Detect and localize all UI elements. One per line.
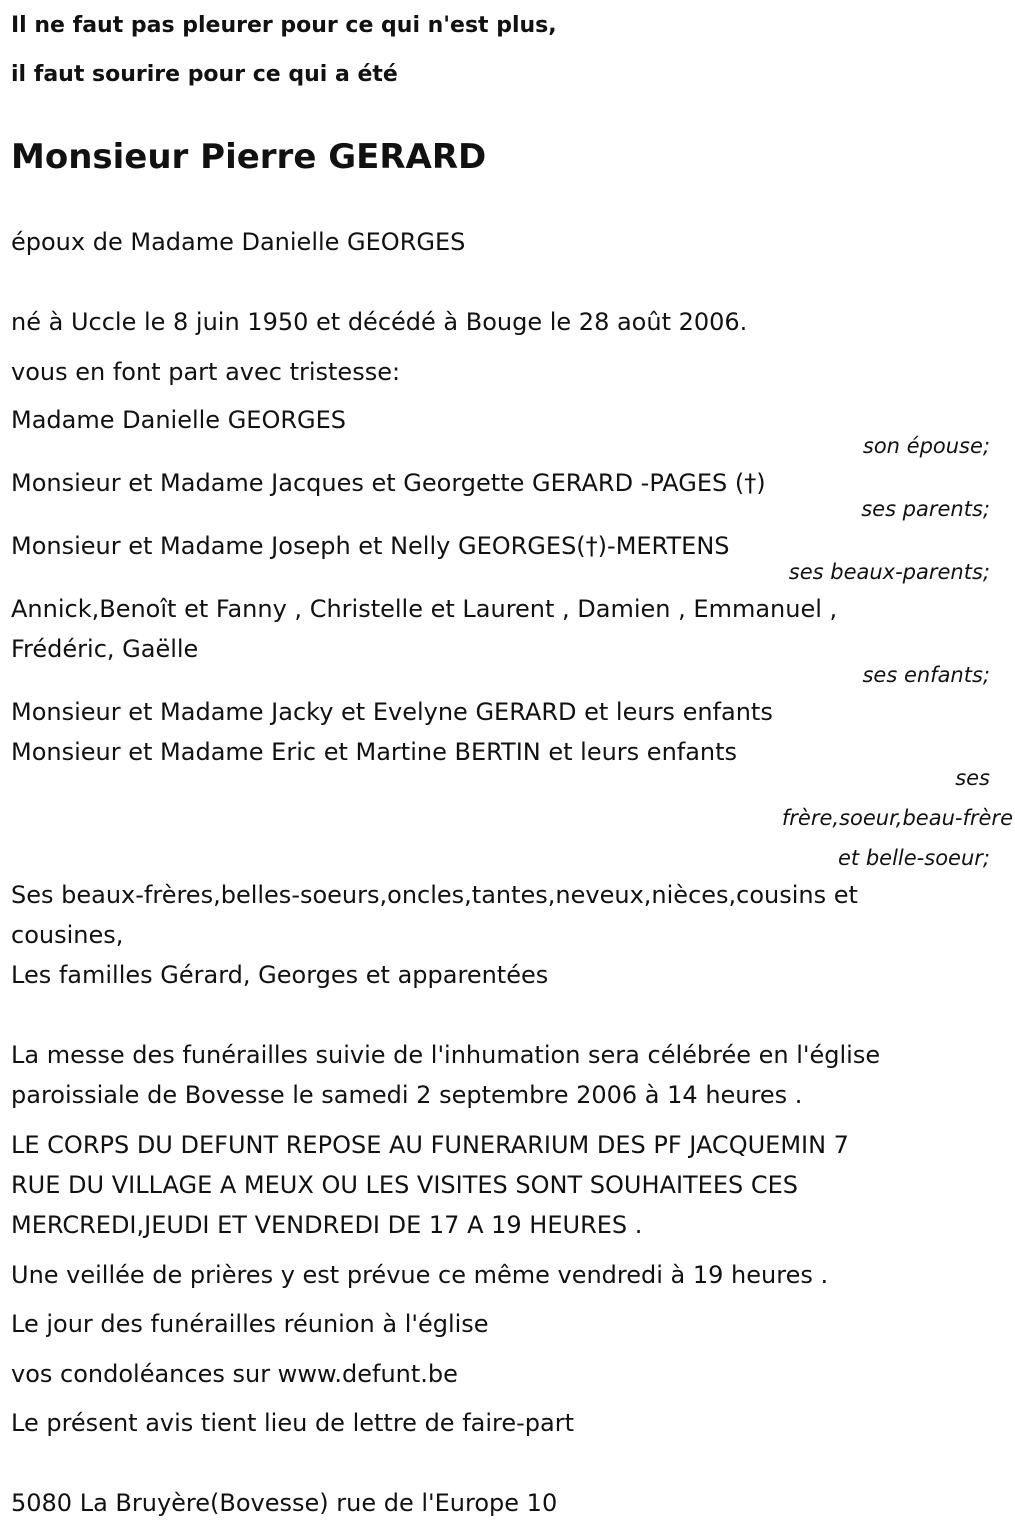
family-siblings-names-1: Monsieur et Madame Jacky et Evelyne GERARD et leurs enfants <box>11 698 773 726</box>
extended-family-line-1: Ses beaux-frères,belles-soeurs,oncles,tantes,neveux,nièces,cousins et <box>11 881 858 909</box>
family-inlaws-role: ses beaux-parents; <box>788 560 990 584</box>
vigil-line: Une veillée de prières y est prévue ce même vendredi à 19 heures . <box>11 1261 829 1289</box>
mass-line-1: La messe des funérailles suivie de l'inhumation sera célébrée en l'église <box>11 1041 881 1069</box>
family-children-names-1: Annick,Benoît et Fanny , Christelle et Laurent , Damien , Emmanuel , <box>11 595 838 623</box>
family-spouse-names: Madame Danielle GEORGES <box>11 406 347 434</box>
family-siblings-role-1: ses <box>955 766 990 790</box>
condolences-line: vos condoléances sur www.defunt.be <box>11 1360 458 1388</box>
funerarium-line-1: LE CORPS DU DEFUNT REPOSE AU FUNERARIUM DES PF JACQUEMIN 7 <box>11 1131 849 1159</box>
announce-line: vous en font part avec tristesse: <box>11 358 401 386</box>
family-children-names-2: Frédéric, Gaëlle <box>11 635 199 663</box>
meeting-line: Le jour des funérailles réunion à l'église <box>11 1310 489 1338</box>
funerarium-line-3: MERCREDI,JEUDI ET VENDREDI DE 17 A 19 HEURES . <box>11 1211 643 1239</box>
family-siblings-role-3: et belle-soeur; <box>838 846 990 870</box>
funerarium-line-2: RUE DU VILLAGE A MEUX OU LES VISITES SONT SOUHAITEES CES <box>11 1171 799 1199</box>
quote-line-1: Il ne faut pas pleurer pour ce qui n'est plus, <box>11 13 557 38</box>
notice-line: Le présent avis tient lieu de lettre de faire-part <box>11 1409 575 1437</box>
family-spouse-role: son épouse; <box>862 434 990 458</box>
extended-family-line-3: Les familles Gérard, Georges et apparentées <box>11 961 549 989</box>
family-children-role: ses enfants; <box>862 663 990 687</box>
birth-death-line: né à Uccle le 8 juin 1950 et décédé à Bouge le 28 août 2006. <box>11 308 748 336</box>
quote-line-2: il faut sourire pour ce qui a été <box>11 62 398 87</box>
mass-line-2: paroissiale de Bovesse le samedi 2 septembre 2006 à 14 heures . <box>11 1081 803 1109</box>
family-parents-names: Monsieur et Madame Jacques et Georgette GERARD -PAGES (†) <box>11 469 766 497</box>
family-siblings-role-2: frère,soeur,beau-frère <box>781 806 1013 830</box>
extended-family-line-2: cousines, <box>11 921 124 949</box>
deceased-name: Monsieur Pierre GERARD <box>11 137 487 177</box>
spouse-line: époux de Madame Danielle GEORGES <box>11 228 466 256</box>
address-line: 5080 La Bruyère(Bovesse) rue de l'Europe 10 <box>11 1489 558 1517</box>
family-parents-role: ses parents; <box>861 497 990 521</box>
family-siblings-names-2: Monsieur et Madame Eric et Martine BERTIN et leurs enfants <box>11 738 738 766</box>
family-inlaws-names: Monsieur et Madame Joseph et Nelly GEORGES(†)-MERTENS <box>11 532 730 560</box>
